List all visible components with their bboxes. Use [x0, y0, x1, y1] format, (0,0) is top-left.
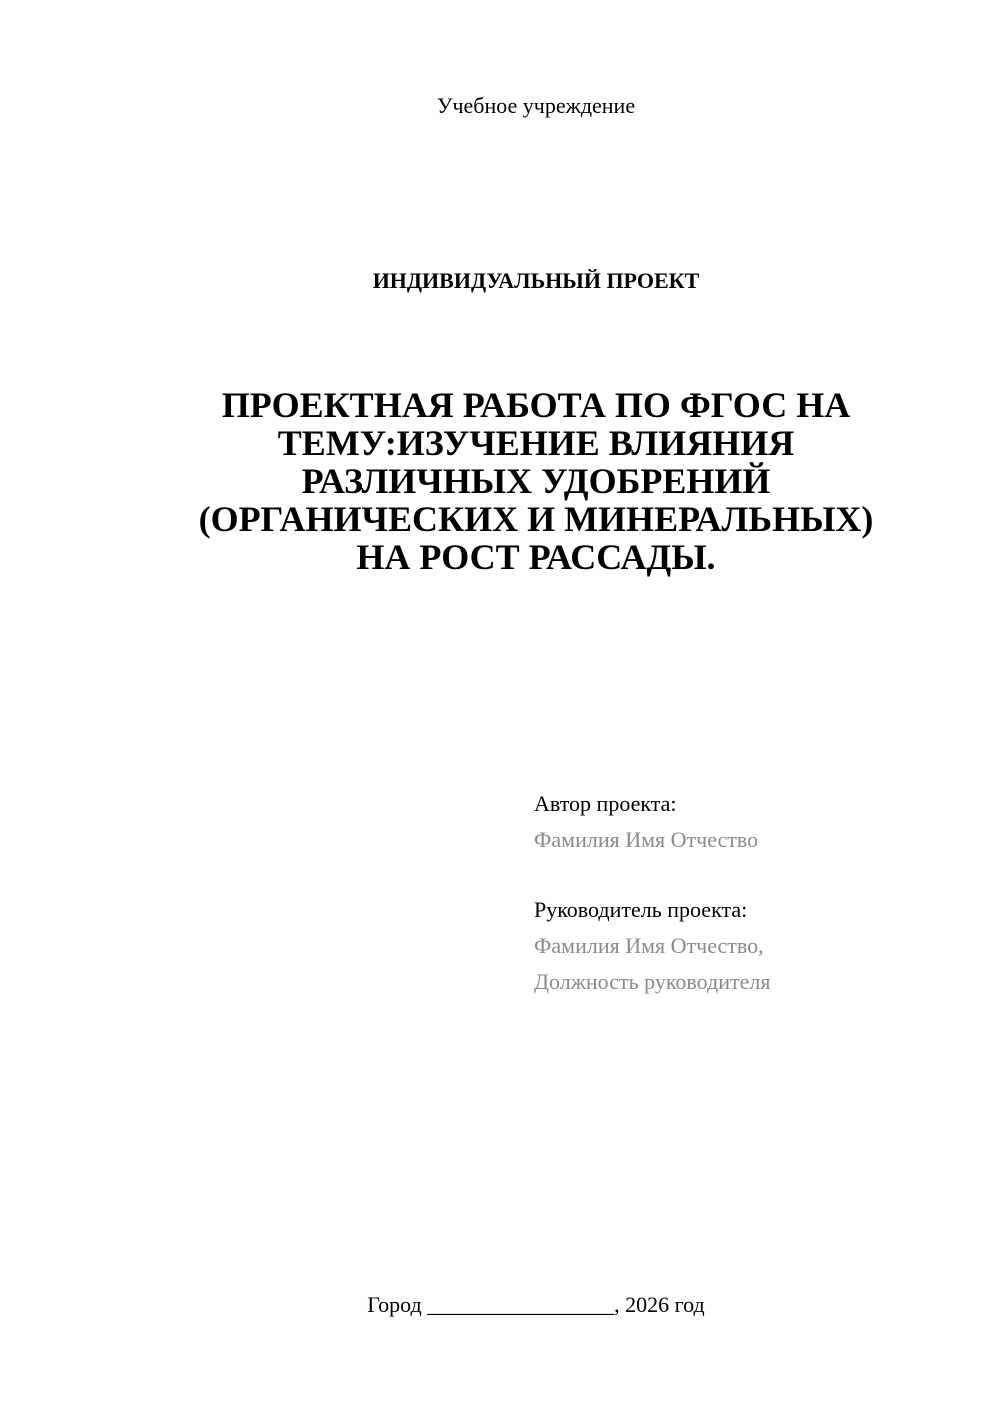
author-block: [534, 786, 758, 858]
project-type-heading: ИНДИВИДУАЛЬНЫЙ ПРОЕКТ: [372, 268, 700, 293]
supervisor-position: Должность руководителя: [534, 969, 771, 994]
author-label: Автор проекта:: [534, 791, 677, 816]
supervisor-label: Руководитель проекта:: [534, 897, 748, 922]
project-title-line: НА РОСТ РАССАДЫ.: [356, 537, 716, 577]
project-title-line: РАЗЛИЧНЫХ УДОБРЕНИЙ: [301, 461, 771, 501]
project-title: [150, 386, 922, 576]
supervisor-name: Фамилия Имя Отчество,: [534, 933, 764, 958]
supervisor-block: [534, 892, 770, 1000]
project-title-line: ПРОЕКТНАЯ РАБОТА ПО ФГОС НА: [221, 385, 851, 425]
project-title-line: ТЕМУ:ИЗУЧЕНИЕ ВЛИЯНИЯ: [277, 423, 795, 463]
author-name: Фамилия Имя Отчество: [534, 827, 759, 852]
city-year-footer: Город _________________, 2026 год: [367, 1292, 705, 1317]
project-title-line: (ОРГАНИЧЕСКИХ И МИНЕРАЛЬНЫХ): [198, 499, 874, 539]
institution-name: Учебное учреждение: [436, 93, 636, 118]
